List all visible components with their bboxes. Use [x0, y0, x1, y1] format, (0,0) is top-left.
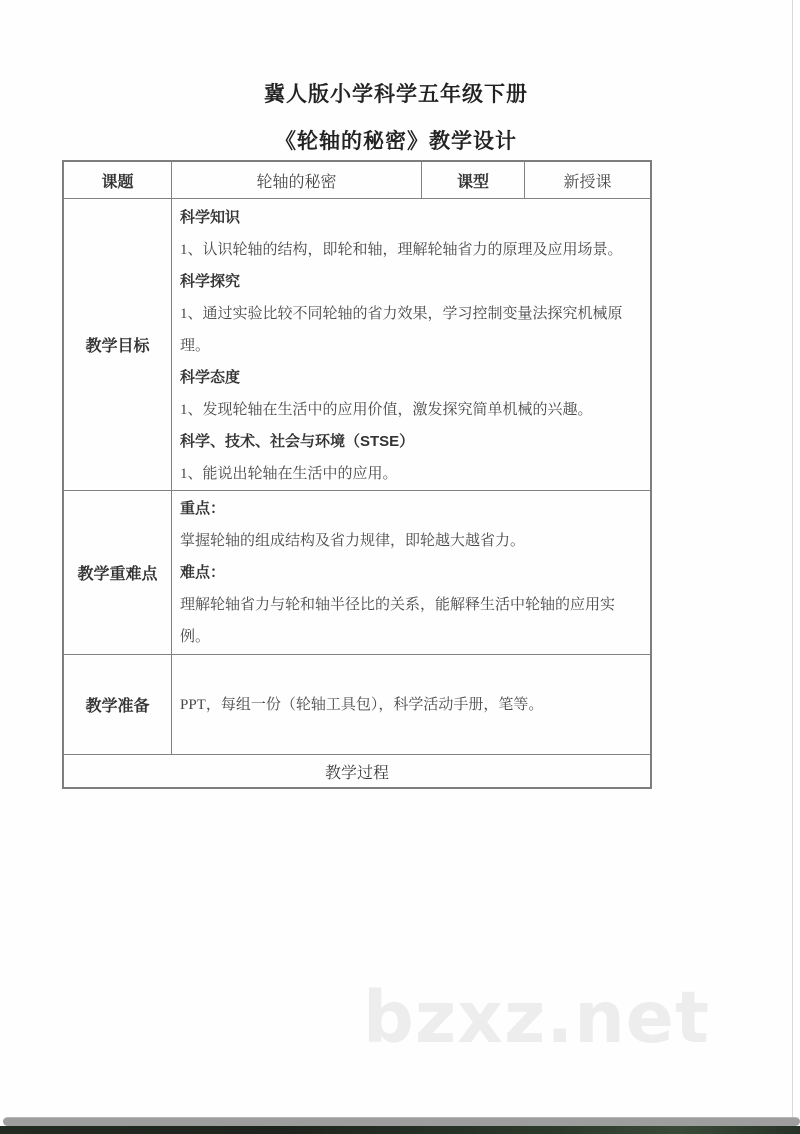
- content-text-line: 理解轮轴省力与轮和轴半径比的关系，能解释生活中轮轴的应用实: [180, 597, 616, 613]
- row-label: 教学重难点: [64, 490, 172, 655]
- table-row-jiaoxue-mubiao: [64, 199, 650, 490]
- table-header-row: [64, 162, 650, 199]
- row-label: 教学准备: [64, 655, 172, 755]
- content-heading-line: 科学知识: [180, 209, 241, 226]
- watermark: bzxz.net: [363, 976, 710, 1059]
- content-heading-line: 科学、技术、社会与环境（STSE）: [180, 433, 415, 450]
- content-text-line: PPT，每组一份（轮轴工具包），科学活动手册，笔等。: [180, 696, 544, 713]
- content-heading-line: 难点：: [180, 564, 226, 581]
- table-row-jiaoxue-zhunbei: [64, 655, 650, 755]
- table-footer-row: [64, 755, 650, 787]
- content-heading-line: 重点：: [180, 500, 226, 517]
- header-topic-value: 轮轴的秘密: [172, 162, 422, 199]
- footer-label: 教学过程: [324, 764, 389, 782]
- content-text-line: 1、发现轮轴在生活中的应用价值，激发探究简单机械的兴趣。: [180, 402, 593, 418]
- row-content: [172, 655, 650, 755]
- row-content: [172, 490, 650, 655]
- content-text-line: 理。: [180, 338, 211, 354]
- row-content: [172, 199, 650, 491]
- horizontal-scrollbar[interactable]: [3, 1117, 800, 1126]
- header-type-value: 新授课: [525, 162, 650, 199]
- content-text-line: 1、通过实验比较不同轮轴的省力效果，学习控制变量法探究机械原: [180, 306, 623, 322]
- content-text-line: 1、认识轮轴的结构，即轮和轴，理解轮轴省力的原理及应用场景。: [180, 242, 623, 258]
- document-title: 冀人版小学科学五年级下册: [264, 83, 528, 106]
- document-subtitle: 《轮轴的秘密》教学设计: [275, 130, 517, 153]
- lesson-plan-table: [62, 160, 652, 789]
- header-topic-label: 课题: [64, 162, 172, 199]
- row-label: 教学目标: [64, 199, 172, 491]
- desktop-background-strip: [0, 1126, 800, 1134]
- header-type-label: 课型: [422, 162, 525, 199]
- content-heading-line: 科学探究: [180, 273, 241, 290]
- table-body: [64, 199, 650, 755]
- content-text-line: 例。: [180, 629, 211, 645]
- table-row-jiaoxue-zhongnandian: [64, 490, 650, 655]
- content-heading-line: 科学态度: [180, 369, 241, 386]
- content-text-line: 1、能说出轮轴在生活中的应用。: [180, 466, 398, 482]
- content-text-line: 掌握轮轴的组成结构及省力规律，即轮越大越省力。: [180, 533, 526, 549]
